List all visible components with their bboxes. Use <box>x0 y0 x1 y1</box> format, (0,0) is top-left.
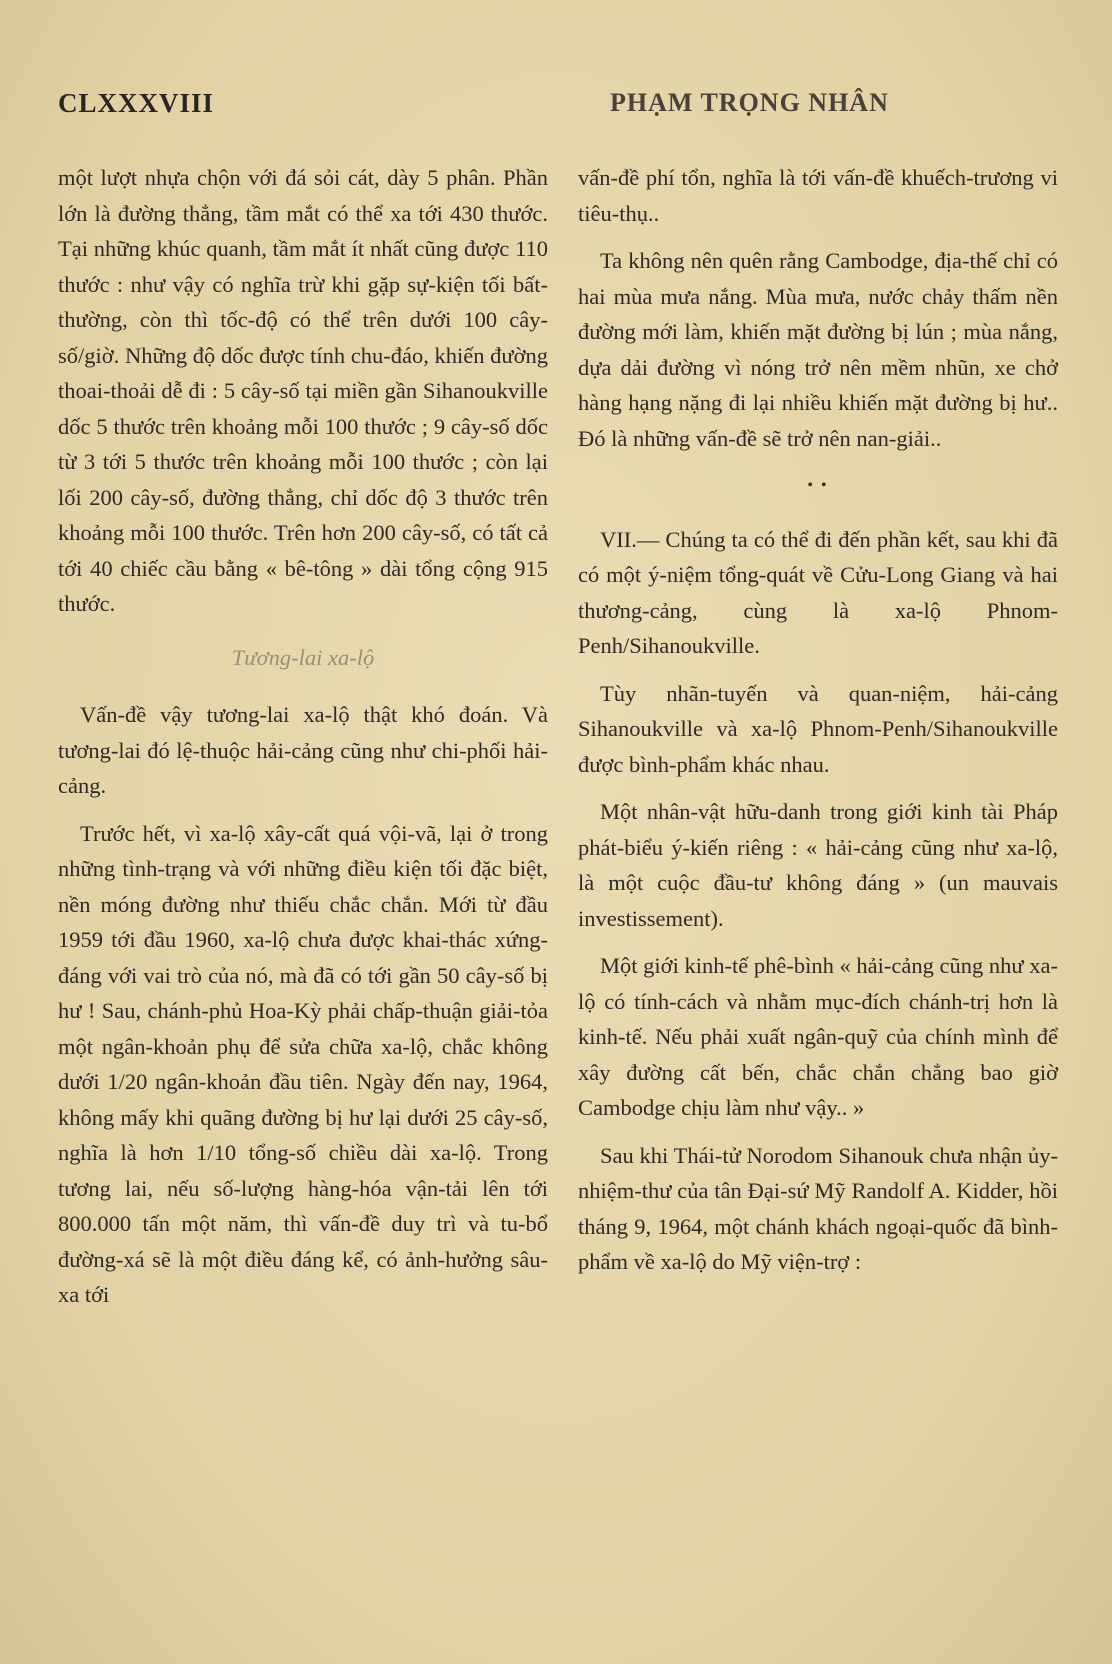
left-column <box>58 160 548 1325</box>
paragraph: Một nhân-vật hữu-danh trong giới kinh tài Pháp phát-biểu ý-kiến riêng : « hải-cảng cũng như xa-lộ, là một cuộc đầu-tư không đáng » (un mauvais investissement). <box>578 799 1058 931</box>
paragraph: Trước hết, vì xa-lộ xây-cất quá vội-vã, lại ở trong những tình-trạng và với những điều kiện tối đặc biệt, nền móng đường như thiếu chắc chắn. Mới từ đầu 1959 tới đầu 1960, xa-lộ chưa được khai-thác xứng-đáng với vai trò của nó, mà đã có tới gần 50 cây-số bị hư ! Sau, chánh-phủ Hoa-Kỳ phải chấp-thuận giải-tỏa một ngân-khoản phụ để sửa chữa xa-lộ, chắc không dưới 1/20 ngân-khoản đầu tiên. Ngày đến nay, 1964, không mấy khi quãng đường bị hư lại dưới 25 cây-số, nghĩa là hơn 1/10 tổng-số chiều dài xa-lộ. Trong tương lai, nếu số-lượng hàng-hóa vận-tải lên tới 800.000 tấn một năm, thì vấn-đề duy trì và tu-bổ đường-xá sẽ là một điều đáng kể, có ảnh-hưởng sâu-xa tới <box>58 820 548 1307</box>
section-ornament: • • <box>807 477 829 494</box>
paragraph: một lượt nhựa chộn với đá sỏi cát, dày 5 phân. Phần lớn là đường thẳng, tầm mắt có thể xa tới 430 thước. Tại những khúc quanh, tầm mắt ít nhất cũng được 110 thước : như vậy có nghĩa trừ khi gặp sự-kiện tối bất-thường, còn thì tốc-độ có thể trên dưới 100 cây-số/giờ. Những độ dốc được tính chu-đáo, khiến đường thoai-thoải dễ đi : 5 cây-số tại miền gần Sihanoukville dốc 5 thước trên khoảng mỗi 100 thước ; 9 cây-số dốc từ 3 tới 5 thước trên khoảng mỗi 100 thước ; còn lại lối 200 cây-số, đường thẳng, chỉ dốc độ 3 thước trên khoảng mỗi 100 thước. Trên hơn 200 cây-số, có tất cả tới 40 chiếc cầu bằng « bê-tông » dài tổng cộng 915 thước. <box>58 165 548 616</box>
paragraph: VII.— Chúng ta có thể đi đến phần kết, sau khi đã có một ý-niệm tổng-quát về Cửu-Long Giang và hai thương-cảng, cùng là xa-lộ Phnom-Penh/Sihanoukville. <box>578 526 1058 658</box>
paragraph: Tùy nhãn-tuyến và quan-niệm, hải-cảng Sihanoukville và xa-lộ Phnom-Penh/Sihanoukville được bình-phẩm khác nhau. <box>578 680 1058 777</box>
page-number: CLXXXVIII <box>58 88 215 118</box>
right-column <box>578 160 1058 1292</box>
paragraph: Sau khi Thái-tử Norodom Sihanouk chưa nhận ủy-nhiệm-thư của tân Đại-sứ Mỹ Randolf A. Kidder, hồi tháng 9, 1964, một chánh khách ngoại-quốc đã bình-phẩm về xa-lộ do Mỹ viện-trợ : <box>578 1142 1058 1274</box>
paragraph: Ta không nên quên rằng Cambodge, địa-thế chỉ có hai mùa mưa nắng. Mùa mưa, nước chảy thấm nền đường mới làm, khiến mặt đường bị lún ; mùa nắng, dựa dải đường vì nóng trở nên mềm nhũn, xe chở hàng hạng nặng đi lại nhiều khiến mặt đường bị hư.. Đó là những vấn-đề sẽ trở nên nan-giải.. <box>578 248 1058 451</box>
paragraph: Vấn-đề vậy tương-lai xa-lộ thật khó đoán. Và tương-lai đó lệ-thuộc hải-cảng cũng như chi-phối hải-cảng. <box>58 702 548 798</box>
paragraph: vấn-đề phí tổn, nghĩa là tới vấn-đề khuếch-trương vi tiêu-thụ.. <box>578 165 1058 226</box>
section-heading: Tương-lai xa-lộ <box>231 644 375 670</box>
paragraph: Một giới kinh-tế phê-bình « hải-cảng cũng như xa-lộ có tính-cách và nhằm mục-đích chánh-trị hơn là kinh-tế. Nếu phải xuất ngân-quỹ của chính mình để xây đường cất bến, chắc chắn chẳng bao giờ Cambodge chịu làm như vậy.. » <box>578 953 1058 1120</box>
running-title: PHẠM TRỌNG NHÂN <box>610 88 889 117</box>
